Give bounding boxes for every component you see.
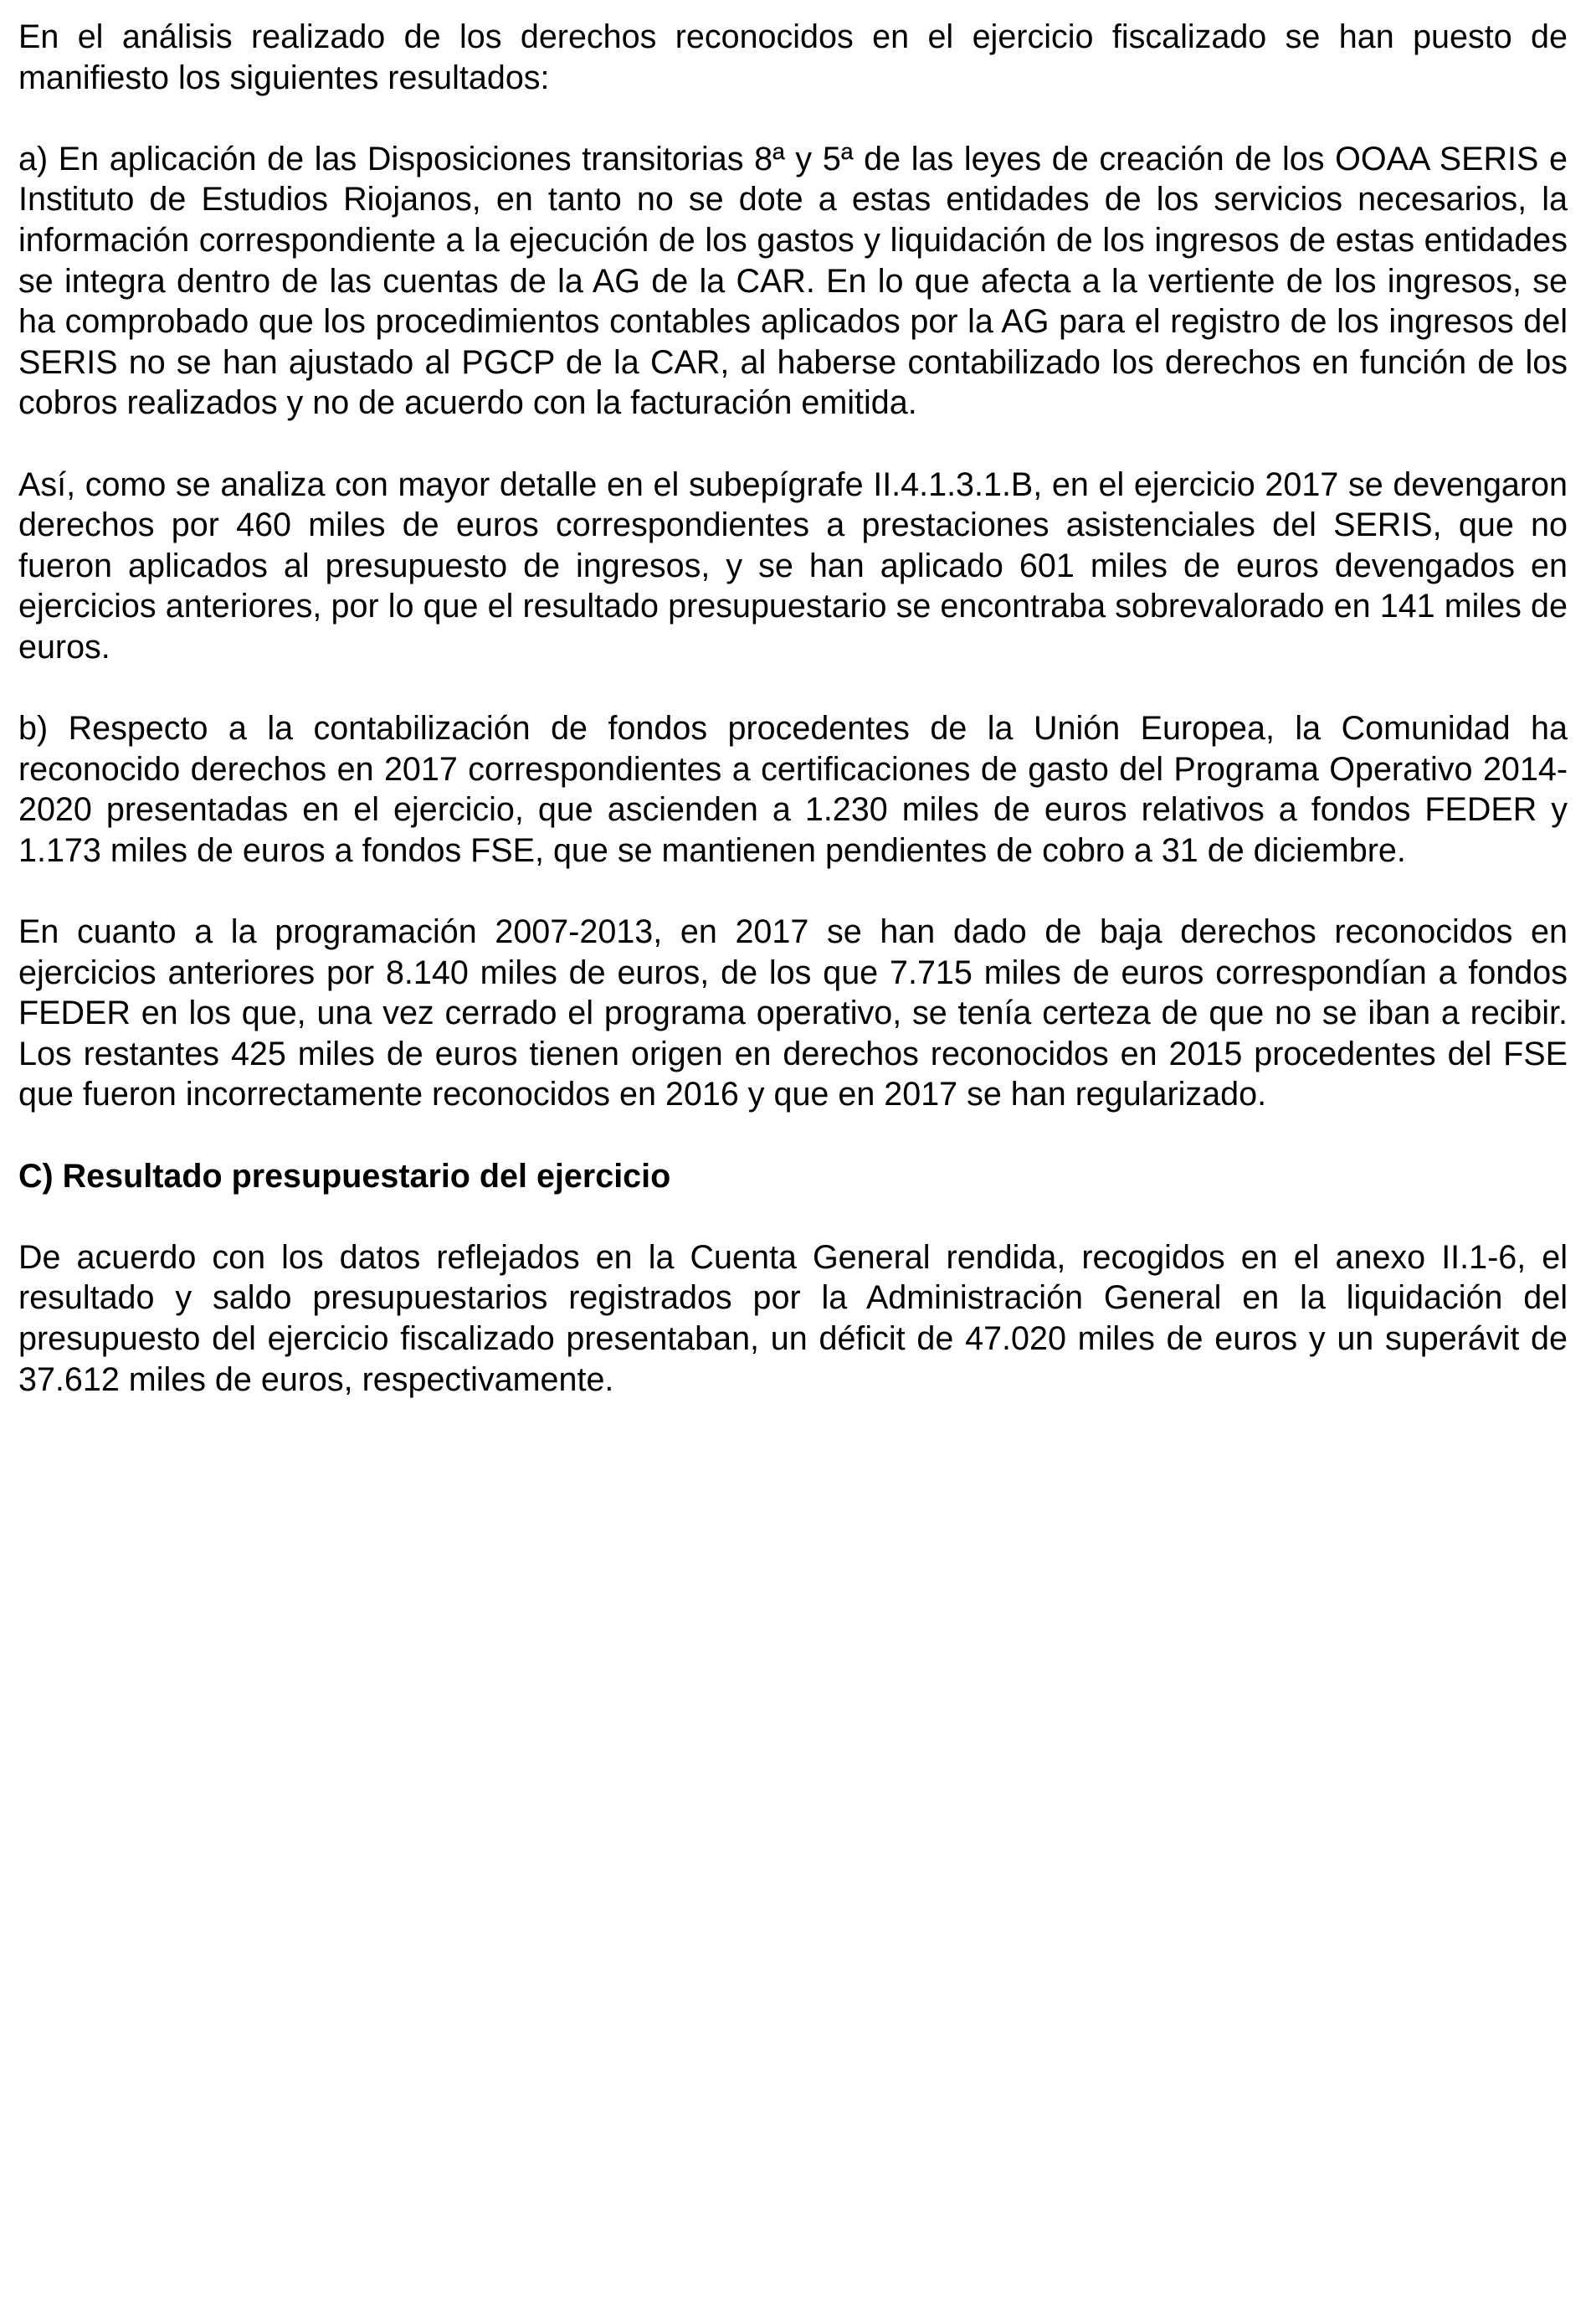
section-c-heading: C) Resultado presupuestario del ejercicio [18, 1157, 671, 1195]
intro-paragraph: En el análisis realizado de los derechos reconocidos en el ejercicio fiscalizado se han puesto de manifiesto los siguientes resultados: [18, 18, 1568, 96]
document-body [18, 17, 1568, 1441]
paragraph-programacion-2007-2013: En cuanto a la programación 2007-2013, en 2017 se han dado de baja derechos reconocidos en ejercicios anteriores por 8.140 miles de euros, de los que 7.715 miles de euros correspondían a fondos FEDER en los que, una vez cerrado el programa operativo, se tenía certeza de que no se iban a recibir. Los restantes 425 miles de euros tienen origen en derechos reconocidos en 2015 procedentes del FSE que fueron incorrectamente reconocidos en 2016 y que en 2017 se han regularizado. [18, 913, 1568, 1113]
paragraph-asi-detail: Así, como se analiza con mayor detalle en el subepígrafe II.4.1.3.1.B, en el ejercicio 2017 se devengaron derechos por 460 miles de euros correspondientes a prestaciones asistenciales del SERIS, que no fueron aplicados al presupuesto de ingresos, y se han aplicado 601 miles de euros devengados en ejercicios anteriores, por lo que el resultado presupuestario se encontraba sobrevalorado en 141 miles de euros. [18, 465, 1568, 666]
paragraph-a-seris: a) En aplicación de las Disposiciones transitorias 8ª y 5ª de las leyes de creación de los OOAA SERIS e Instituto de Estudios Riojanos, en tanto no se dote a estas entidades de los servicios necesarios, la información correspondiente a la ejecución de los gastos y liquidación de los ingresos de estas entidades se integra dentro de las cuentas de la AG de la CAR. En lo que afecta a la vertiente de los ingresos, se ha comprobado que los procedimientos contables aplicados por la AG para el registro de los ingresos del SERIS no se han ajustado al PGCP de la CAR, al haberse contabilizado los derechos en función de los cobros realizados y no de acuerdo con la facturación emitida. [18, 140, 1568, 422]
section-c-paragraph: De acuerdo con los datos reflejados en la Cuenta General rendida, recogidos en el anexo II.1-6, el resultado y saldo presupuestarios registrados por la Administración General en la liquidación del presupuesto del ejercicio fiscalizado presentaban, un déficit de 47.020 miles de euros y un superávit de 37.612 miles de euros, respectivamente. [18, 1238, 1568, 1398]
paragraph-b-eu-funds: b) Respecto a la contabilización de fondos procedentes de la Unión Europea, la Comunidad ha reconocido derechos en 2017 correspondientes a certificaciones de gasto del Programa Operativo 2014-2020 presentadas en el ejercicio, que ascienden a 1.230 miles de euros relativos a fondos FEDER y 1.173 miles de euros a fondos FSE, que se mantienen pendientes de cobro a 31 de diciembre. [18, 710, 1568, 869]
